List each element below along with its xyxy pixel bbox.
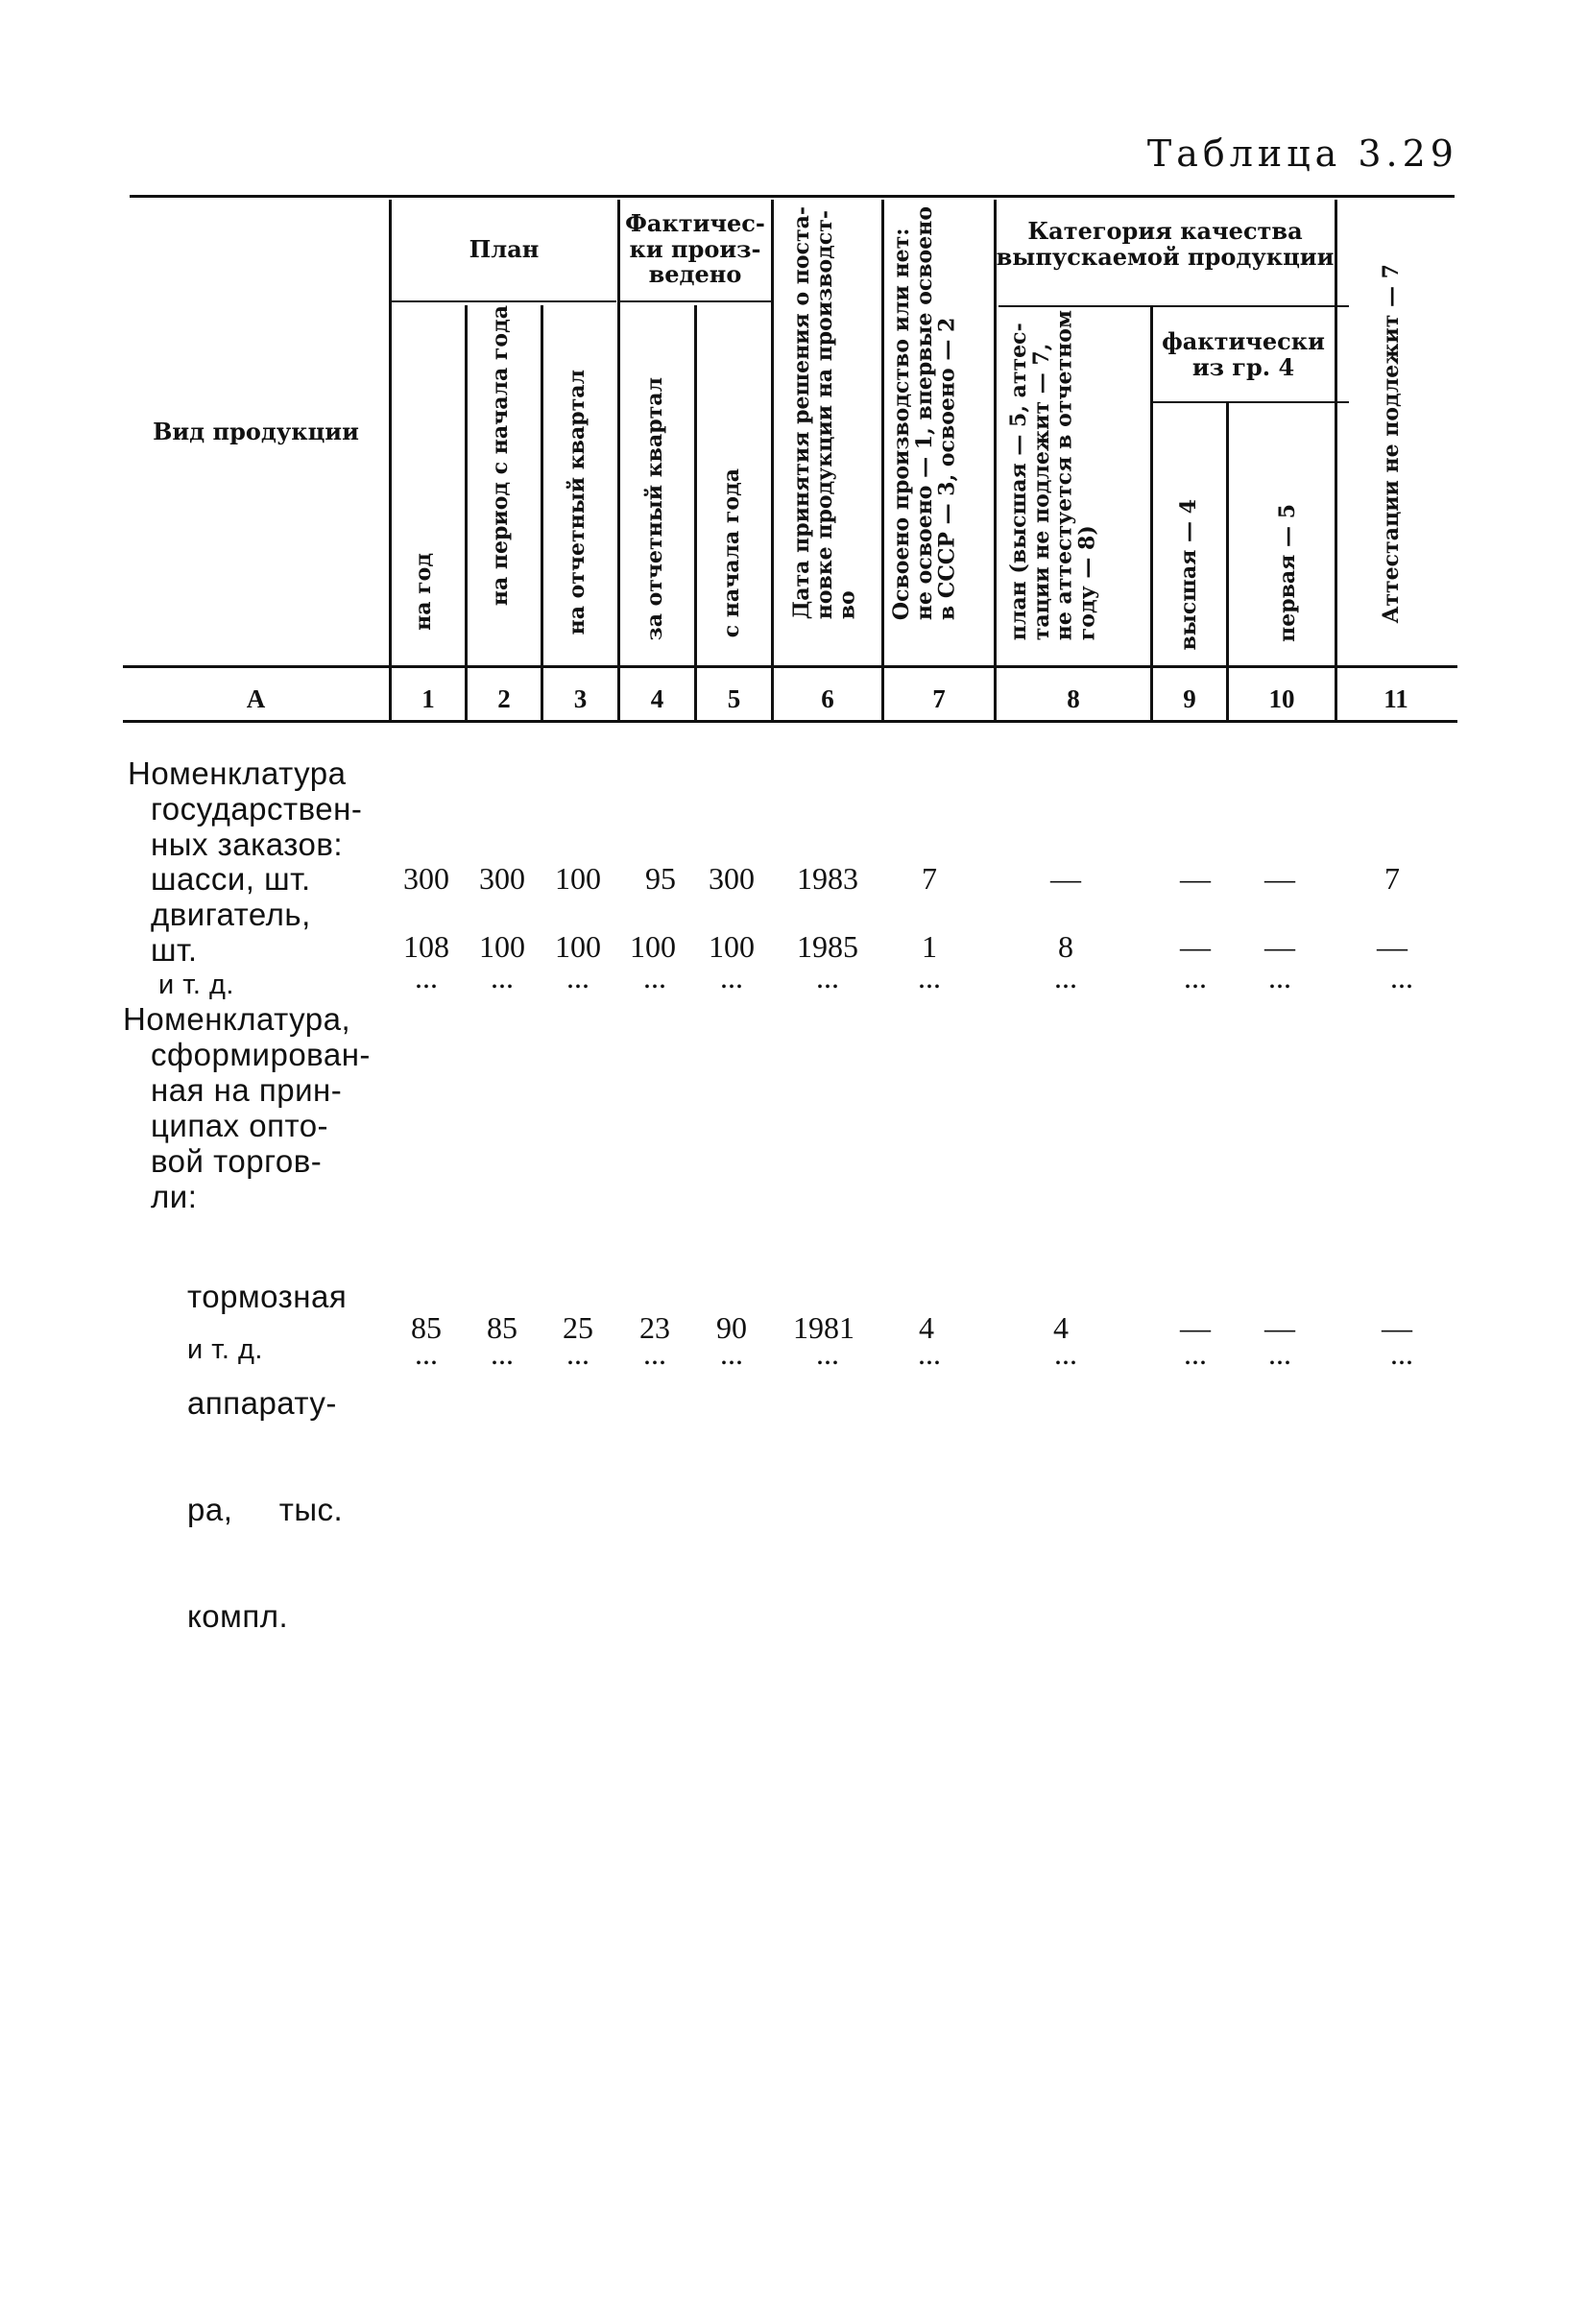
colnum-11: 11: [1383, 683, 1408, 713]
cell: ...: [816, 1336, 839, 1371]
label-line: ных заказов:: [151, 827, 344, 862]
row-label-itd-2: и т. д.: [187, 1334, 263, 1365]
label-line: Номенклатура,: [123, 1001, 351, 1037]
header-fakticheski-iz-gr4: фактически из гр. 4: [1162, 327, 1325, 381]
cell: ...: [566, 1336, 589, 1371]
colnum-9: 9: [1183, 683, 1196, 713]
header-col9: высшая — 4: [1176, 499, 1201, 651]
header-col7: Освоено производство или нет: не освоено — 1, впервые освоено в СССР — 3, освоено — 2: [889, 206, 960, 621]
cell: 100: [479, 929, 525, 964]
header-plan: План: [469, 234, 540, 263]
cell: ...: [918, 960, 941, 994]
cell: 100: [555, 929, 601, 964]
colnum-A: А: [246, 683, 266, 713]
cell: —: [1382, 1310, 1412, 1345]
cell: ...: [1268, 960, 1291, 994]
col-divider: [541, 305, 543, 720]
plan-group-rule: [391, 300, 616, 302]
colnum-2: 2: [497, 683, 511, 713]
cell: ...: [1184, 960, 1207, 994]
table-title: Таблица 3.29: [1146, 132, 1458, 175]
cell: ...: [1390, 1336, 1413, 1371]
label-line: Номенклатура: [128, 755, 347, 791]
label-line: ра, тыс.: [187, 1492, 344, 1527]
cell: 1: [922, 929, 937, 964]
col-divider: [1335, 200, 1337, 720]
cell: —: [1377, 929, 1408, 964]
label-line: тормозная: [187, 1279, 348, 1314]
cell: ...: [566, 960, 589, 994]
quality-group-rule: [999, 305, 1349, 307]
header-col3: на отчетный квартал: [565, 370, 589, 635]
cell: 100: [709, 929, 755, 964]
cell: ...: [1184, 1336, 1207, 1371]
cell: ...: [1054, 960, 1077, 994]
label-line: ципах опто-: [151, 1108, 329, 1143]
cell: 4: [1053, 1310, 1069, 1345]
label-line: двигатель,: [151, 897, 311, 932]
cell: ...: [720, 960, 743, 994]
header-col2: на период с начала года: [488, 305, 513, 607]
label-line: шт.: [151, 932, 198, 968]
colnum-8: 8: [1067, 683, 1080, 713]
cell: 100: [630, 929, 676, 964]
cell: ...: [415, 1336, 438, 1371]
cell: 8: [1058, 929, 1073, 964]
colnum-4: 4: [650, 683, 664, 713]
col-divider: [771, 200, 774, 720]
colnum-7: 7: [932, 683, 946, 713]
row-label-shassi: шасси, шт.: [151, 861, 311, 897]
numbers-bottom-rule: [123, 720, 1457, 723]
section-label-wholesale: [123, 1001, 371, 1214]
cell: ...: [643, 960, 666, 994]
colnum-6: 6: [821, 683, 834, 713]
header-kategoriya: Категория качества выпускаемой продукции: [996, 217, 1335, 271]
header-vid-produkcii: Вид продукции: [153, 417, 359, 445]
cell: 85: [411, 1310, 442, 1345]
header-col11: Аттестации не подлежит — 7: [1379, 264, 1404, 624]
cell: ...: [1268, 1336, 1291, 1371]
cell: 95: [645, 861, 676, 896]
label-line: вой торгов-: [151, 1143, 323, 1179]
colnum-1: 1: [421, 683, 435, 713]
header-fakticheski: Фактичес- ки произ- ведено: [625, 208, 765, 289]
cell: ...: [720, 1336, 743, 1371]
cell: ...: [643, 1336, 666, 1371]
cell: —: [1180, 861, 1211, 896]
cell: 7: [1384, 861, 1400, 896]
label-line: ли:: [151, 1179, 198, 1214]
label-line: сформирован-: [151, 1037, 371, 1072]
cell: —: [1264, 1310, 1295, 1345]
cell: —: [1050, 861, 1081, 896]
cell: ...: [1390, 960, 1413, 994]
cell: 300: [709, 861, 755, 896]
header-col4: за отчетный квартал: [642, 377, 667, 641]
cell: 300: [479, 861, 525, 896]
label-line: компл.: [187, 1598, 289, 1634]
cell: 7: [922, 861, 937, 896]
header-col5: с начала года: [719, 468, 744, 638]
cell: ...: [491, 1336, 514, 1371]
cell: 90: [716, 1310, 747, 1345]
cell: 1981: [793, 1310, 854, 1345]
col-divider: [881, 200, 884, 720]
data-row-itd-1: [0, 960, 1588, 998]
cell: 85: [487, 1310, 517, 1345]
cell: 108: [403, 929, 449, 964]
col-divider: [465, 305, 468, 720]
cell: 300: [403, 861, 449, 896]
row-label-tormoz: [187, 1208, 347, 1669]
header-col1: на год: [411, 553, 436, 631]
header-top-rule: [130, 195, 1455, 198]
cell: —: [1180, 1310, 1211, 1345]
colnum-10: 10: [1268, 683, 1295, 713]
row-label-itd-1: и т. д.: [158, 970, 234, 1000]
cell: 23: [639, 1310, 670, 1345]
cell: ...: [415, 960, 438, 994]
label-line: ная на прин-: [151, 1072, 343, 1108]
cell: 100: [555, 861, 601, 896]
section-label-state-orders: [125, 755, 362, 862]
col-divider: [1226, 403, 1229, 720]
cell: ...: [918, 1336, 941, 1371]
data-row-itd-2: [0, 1336, 1588, 1375]
colnum-5: 5: [727, 683, 741, 713]
cell: ...: [1054, 1336, 1077, 1371]
col-divider: [694, 305, 697, 720]
fact-sub-rule: [1152, 401, 1349, 403]
label-line: государствен-: [151, 791, 363, 827]
data-row-shassi: [0, 861, 1588, 899]
cell: ...: [491, 960, 514, 994]
colnum-3: 3: [573, 683, 588, 713]
cell: —: [1180, 929, 1211, 964]
cell: ...: [816, 960, 839, 994]
cell: —: [1264, 861, 1295, 896]
cell: 1985: [797, 929, 858, 964]
fact-group-rule: [619, 300, 773, 302]
cell: 1983: [797, 861, 858, 896]
cell: 25: [563, 1310, 593, 1345]
header-col8: план (высшая — 5, аттес- тации не подлежит — 7, не аттестуется в отчетном году — 8): [1006, 310, 1100, 641]
cell: —: [1264, 929, 1295, 964]
header-bottom-rule: [123, 665, 1457, 668]
header-col6: Дата принятия решения о поста- новке продукции на производст- во: [789, 206, 860, 620]
cell: 4: [919, 1310, 934, 1345]
header-col10: первая — 5: [1275, 504, 1300, 642]
label-line: аппарату-: [187, 1385, 337, 1421]
